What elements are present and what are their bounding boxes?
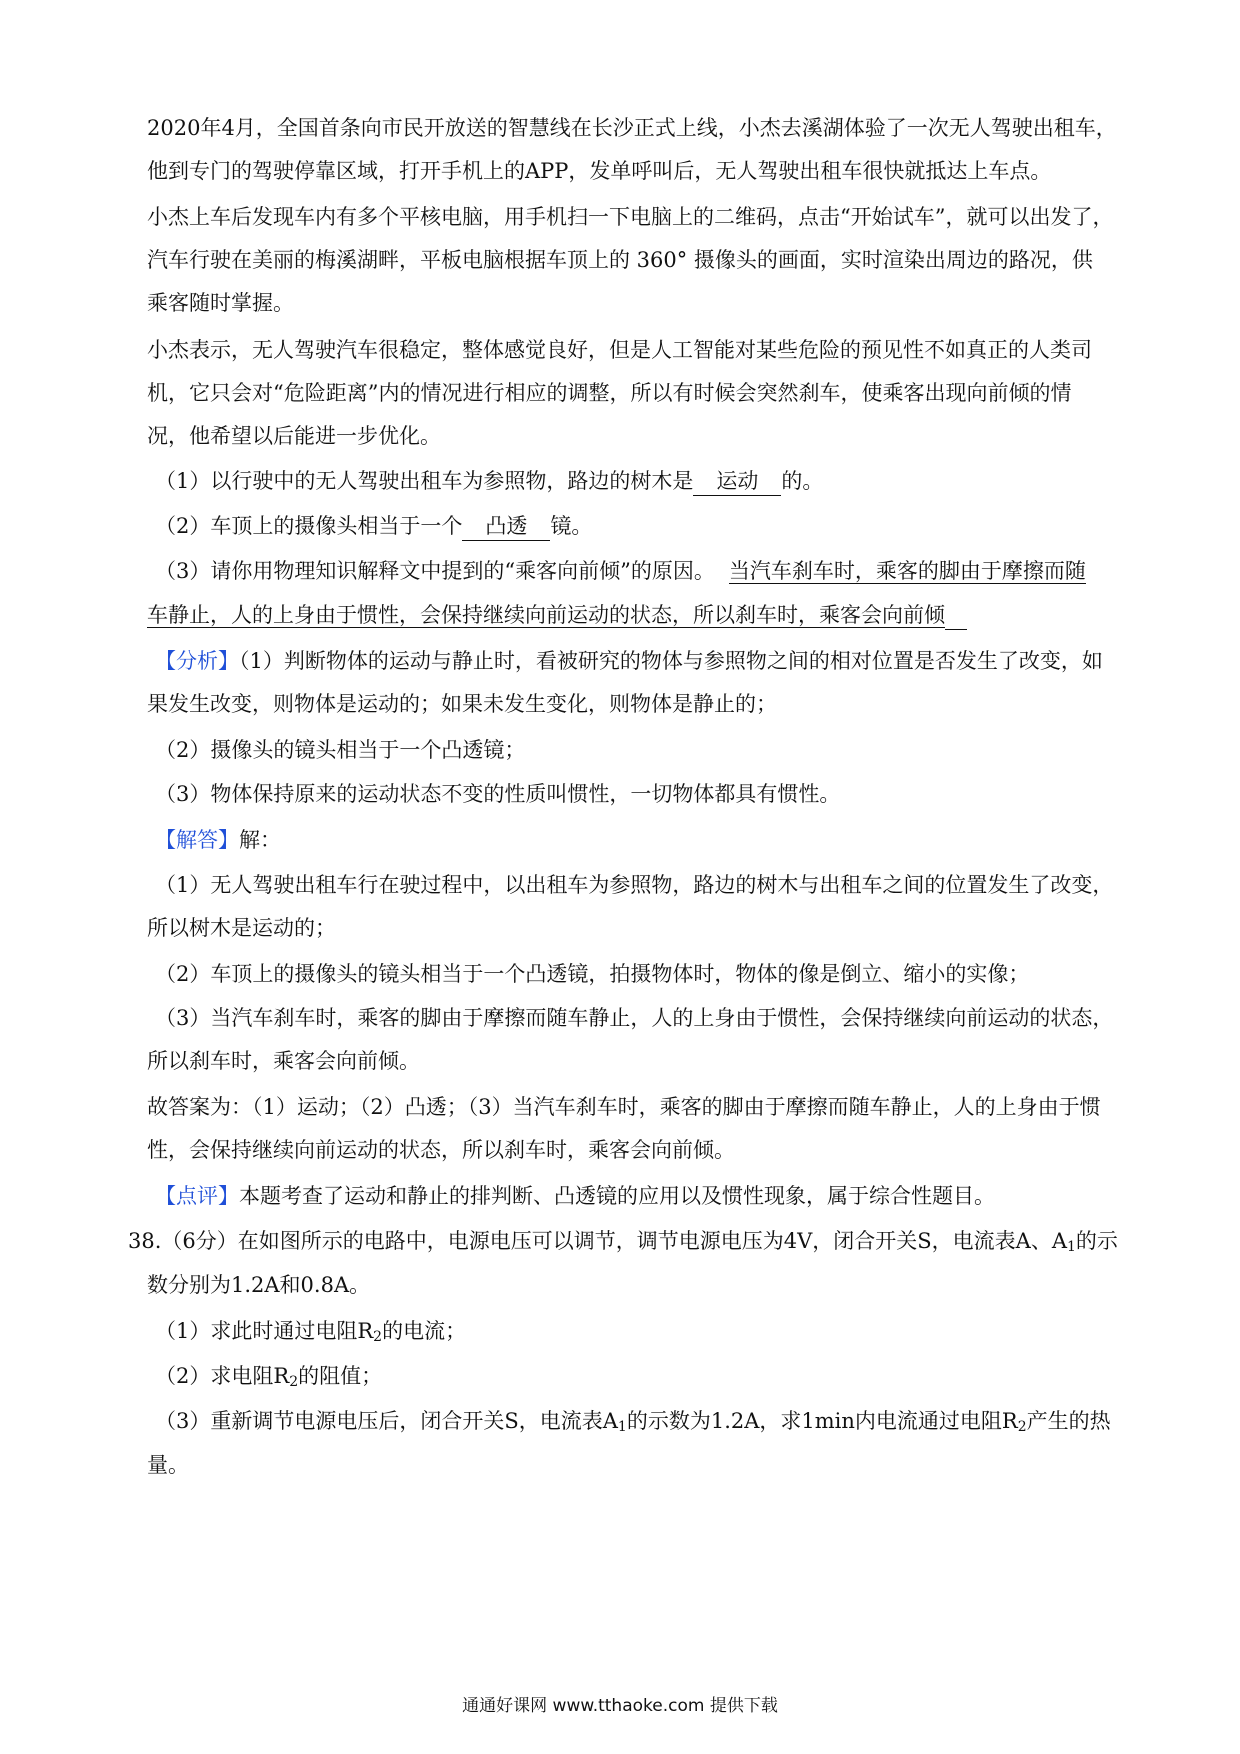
passage-line: 他到专门的驾驶停靠区域，打开手机上的APP，发单呼叫后，无人驾驶出租车很快就抵达上车点。: [147, 159, 1052, 183]
analysis-line: （3）物体保持原来的运动状态不变的性质叫惯性，一切物体都具有惯性。: [155, 782, 841, 806]
question-38-part-1: [155, 1317, 466, 1351]
question-38-part-2: [155, 1362, 382, 1396]
subscript: 1: [1067, 1239, 1076, 1255]
question-2-text: （2）车顶上的摄像头相当于一个: [155, 514, 463, 538]
solution-line: 所以刹车时，乘客会向前倾。: [147, 1049, 420, 1073]
passage-line: 况，他希望以后能进一步优化。: [147, 424, 441, 448]
passage-line: 乘客随时掌握。: [147, 291, 294, 315]
passage-line: 机，它只会对“危险距离”内的情况进行相应的调整，所以有时候会突然刹车，使乘客出现向前倾的情: [147, 381, 1072, 405]
passage-line: 小杰上车后发现车内有多个平核电脑，用手机扫一下电脑上的二维码，点击“开始试车”，就可以出发了，: [147, 205, 1114, 229]
passage-line: 2020年4月，全国首条向市民开放送的智慧线在长沙正式上线，小杰去溪湖体验了一次无人驾驶出租车，: [147, 116, 1117, 140]
question-2: [155, 512, 592, 541]
final-answer-line: 故答案为：（1）运动；（2）凸透；（3）当汽车刹车时，乘客的脚由于摩擦而随车静止，人的上身由于惯: [147, 1095, 1101, 1119]
comment-tag: 【点评】: [155, 1184, 239, 1208]
part-text-end: 的阻值；: [298, 1364, 383, 1388]
question-3-answer: 当汽车刹车时，乘客的脚由于摩擦而随: [728, 559, 1086, 583]
question-1-answer: 运动: [693, 467, 781, 496]
part-text: （1）求此时通过电阻R: [155, 1319, 374, 1343]
part-text: （3）重新调节电源电压后，闭合开关S，电流表A: [155, 1409, 618, 1433]
passage-line: 小杰表示，无人驾驶汽车很稳定，整体感觉良好，但是人工智能对某些危险的预见性不如真正的人类司: [147, 338, 1092, 362]
question-3-text: （3）请你用物理知识解释文中提到的“乘客向前倾”的原因。: [155, 559, 715, 583]
part-text-mid: 的示数为1.2A，求1min内电流通过电阻R: [626, 1409, 1018, 1433]
analysis-line: 果发生改变，则物体是运动的；如果未发生变化，则物体是静止的；: [147, 692, 777, 716]
analysis-tag: 【分析】: [155, 649, 239, 673]
part-text-end: 产生的热: [1026, 1409, 1111, 1433]
page-footer: 通通好课网 www.tthaoke.com 提供下载: [462, 1696, 778, 1716]
solution-head: [155, 826, 281, 854]
solution-line: （2）车顶上的摄像头的镜头相当于一个凸透镜，拍摄物体时，物体的像是倒立、缩小的实像；: [155, 962, 1030, 986]
analysis-line: [155, 647, 1103, 675]
question-2-suffix: 镜。: [550, 514, 593, 538]
question-1-text: （1）以行驶中的无人驾驶出租车为参照物，路边的树木是: [155, 469, 694, 493]
question-3-answer-cont: [147, 601, 967, 630]
solution-head-text: 解：: [239, 828, 281, 852]
question-1: [155, 467, 823, 496]
comment-line: [155, 1182, 995, 1210]
question-3-answer-line2: 车静止，人的上身由于惯性，会保持继续向前运动的状态，所以刹车时，乘客会向前倾: [147, 603, 945, 627]
subscript: 1: [617, 1419, 627, 1435]
subscript: 2: [289, 1374, 299, 1390]
question-38-text: 38.（6分）在如图所示的电路中，电源电压可以调节，调节电源电压为4V，闭合开关S，电流表A、A: [128, 1229, 1067, 1253]
question-38-line2: 数分别为1.2A和0.8A。: [147, 1273, 371, 1297]
solution-line: （3）当汽车刹车时，乘客的脚由于摩擦而随车静止，人的上身由于惯性，会保持继续向前运动的状态，: [155, 1006, 1114, 1030]
solution-line: 所以树木是运动的；: [147, 916, 336, 940]
question-3: [155, 557, 1086, 585]
subscript: 2: [1017, 1419, 1027, 1435]
analysis-text: （1）判断物体的运动与静止时，看被研究的物体与参照物之间的相对位置是否发生了改变，如: [239, 649, 1103, 673]
question-1-suffix: 的。: [781, 469, 824, 493]
part-text: （2）求电阻R: [155, 1364, 290, 1388]
question-38-part-3: [155, 1407, 1111, 1441]
solution-tag: 【解答】: [155, 828, 239, 852]
question-38-text-end: 的示: [1075, 1229, 1118, 1253]
question-38: [128, 1227, 1118, 1261]
solution-line: （1）无人驾驶出租车行在驶过程中，以出租车为参照物，路边的树木与出租车之间的位置发生了改变，: [155, 873, 1114, 897]
subscript: 2: [373, 1329, 383, 1345]
comment-text: 本题考查了运动和静止的排判断、凸透镜的应用以及惯性现象，属于综合性题目。: [239, 1184, 995, 1208]
question-38-part-3-cont: 量。: [147, 1453, 189, 1477]
part-text-end: 的电流；: [382, 1319, 467, 1343]
question-2-answer: 凸透: [462, 512, 550, 541]
passage-line: 汽车行驶在美丽的梅溪湖畔，平板电脑根据车顶上的 360° 摄像头的画面，实时渲染出周边的路况，供: [147, 248, 1093, 272]
analysis-line: （2）摄像头的镜头相当于一个凸透镜；: [155, 738, 526, 762]
final-answer-line: 性，会保持继续向前运动的状态，所以刹车时，乘客会向前倾。: [147, 1138, 735, 1162]
